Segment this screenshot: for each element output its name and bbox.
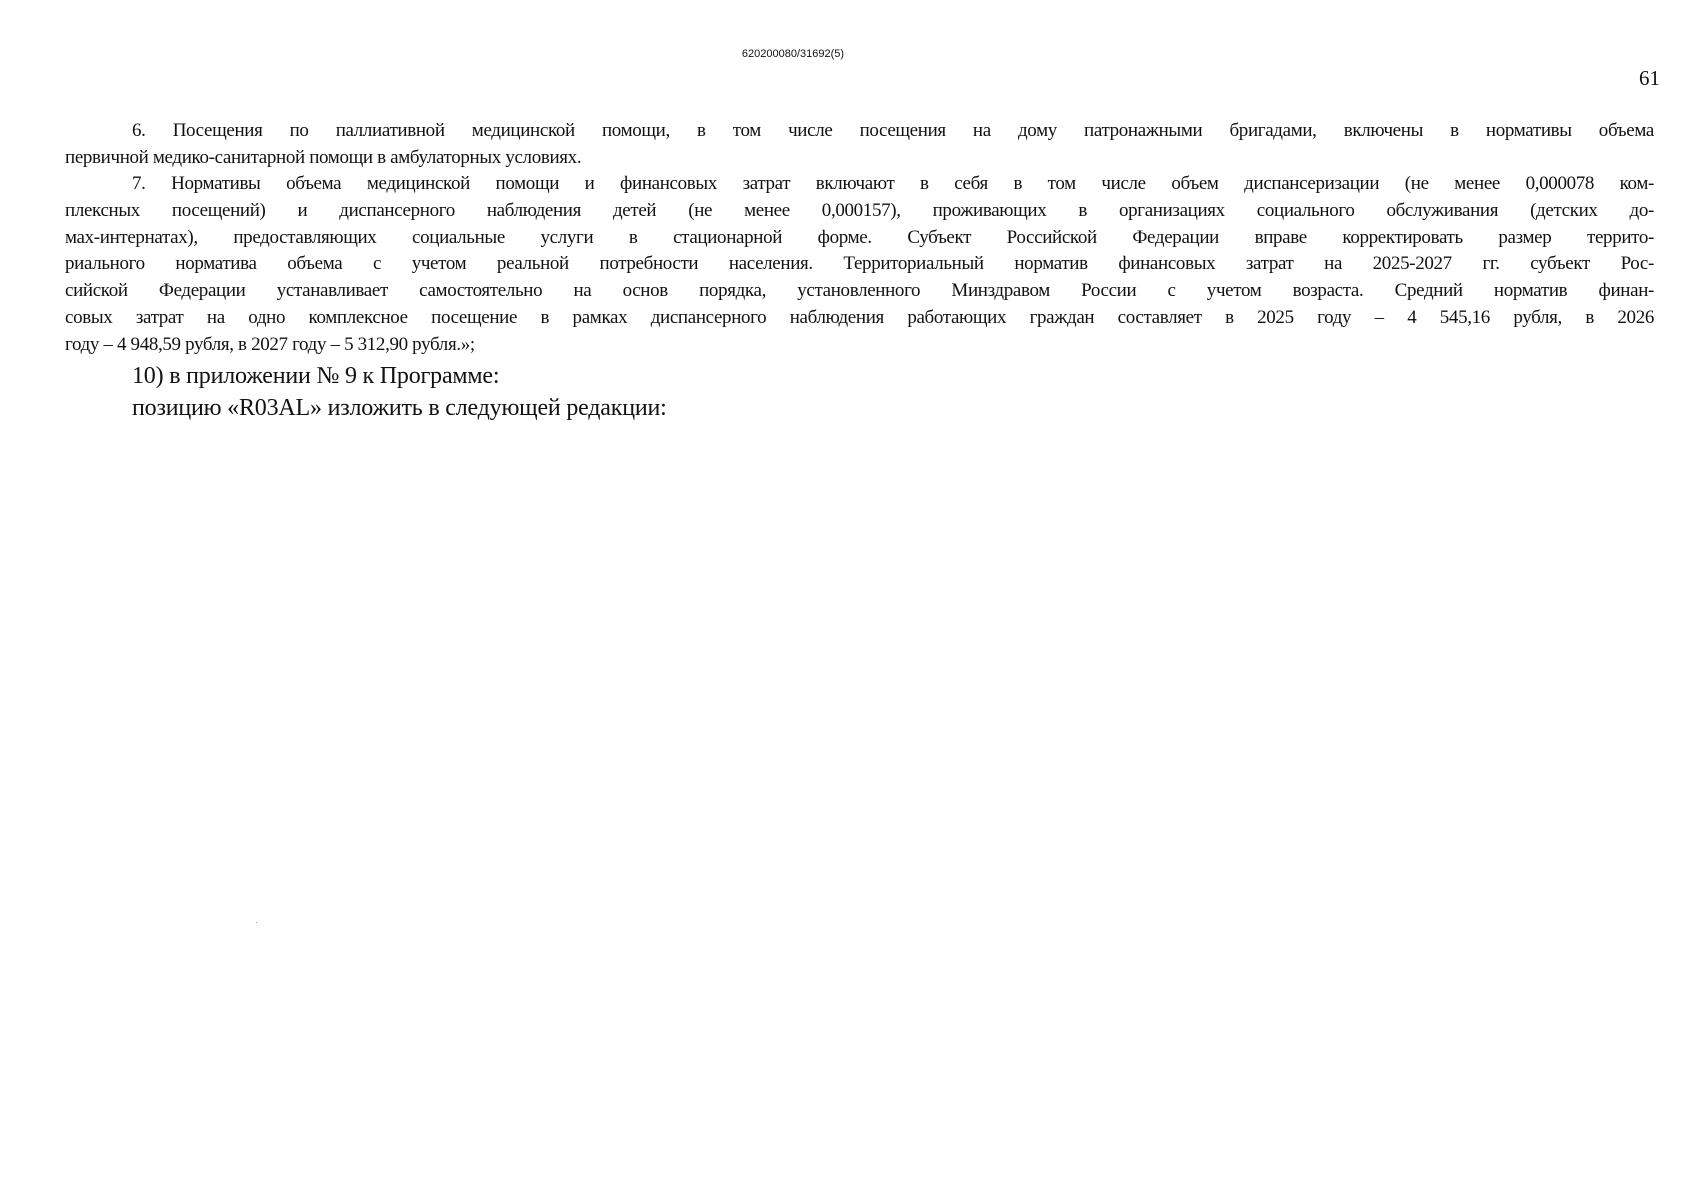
text-line: году – 4 948,59 рубля, в 2027 году – 5 312,90 рубля.»;	[65, 333, 475, 355]
scan-speck	[256, 922, 257, 923]
text-line: сийской Федерации устанавливает самостоятельно на основ порядка, установленного Минздравом России с учетом возраста. Средний норматив финан-	[65, 280, 1654, 302]
document-body	[65, 118, 1654, 424]
text-line: совых затрат на одно комплексное посещение в рамках диспансерного наблюдения работающих граждан составляет в 2025 году – 4 545,16 рубля, в 2026	[65, 306, 1654, 328]
text-line: плексных посещений) и диспансерного наблюдения детей (не менее 0,000157), проживающих в организациях социального обслуживания (детских до-	[65, 200, 1654, 222]
item-10-title: 10) в приложении № 9 к Программе:	[132, 363, 500, 390]
page-number: 61	[1639, 66, 1660, 90]
text-line: 6. Посещения по паллиативной медицинской помощи, в том числе посещения на дому патронажными бригадами, включены в нормативы объема	[132, 120, 1654, 141]
document-number: 620200080/31692(5)	[741, 48, 845, 60]
text-line: 7. Нормативы объема медицинской помощи и финансовых затрат включают в себя в том числе объем диспансеризации (не менее 0,000078 ком-	[132, 173, 1654, 195]
item-10	[65, 360, 1654, 424]
paragraph-6	[65, 118, 1654, 171]
text-line: мах-интернатах), предоставляющих социальные услуги в стационарной форме. Субъект Российской Федерации вправе корректировать размер террито-	[65, 226, 1654, 248]
item-10-instruction: позицию «R03AL» изложить в следующей редакции:	[132, 395, 667, 422]
text-line: риального норматива объема с учетом реальной потребности населения. Территориальный норматив финансовых затрат на 2025-2027 гг. субъект Рос-	[65, 253, 1654, 275]
paragraph-7	[65, 171, 1654, 358]
text-line: первичной медико-санитарной помощи в амбулаторных условиях.	[65, 146, 582, 168]
